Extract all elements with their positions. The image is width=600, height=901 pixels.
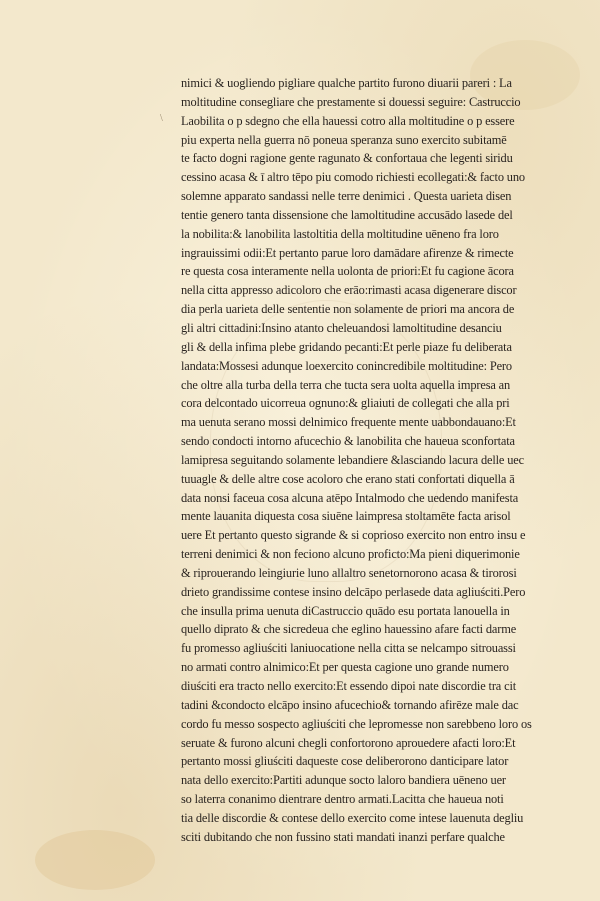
text-line: sendo condocti intorno afucechio & lanobilita che haueua sconfortata <box>181 434 515 449</box>
text-line: terreni denimici & non feciono alcuno proficto:Ma pieni diquerimonie <box>181 547 520 562</box>
text-line: cessino acasa & ī altro tēpo piu comodo richiesti ecollegati:& facto uno <box>181 170 525 185</box>
text-line: nella citta appresso adicoloro che erāo:rimasti acasa digenerare discor <box>181 283 517 298</box>
text-line: data nonsi faceua cosa alcuna atēpo Intalmodo che uedendo manifesta <box>181 490 519 505</box>
text-line: te facto dogni ragione gente ragunato & confortaua che legenti siridu <box>181 151 513 166</box>
text-line: fu promesso agliuściti laniuocatione nella citta se nelcampo sitrouassi <box>181 641 516 656</box>
text-line: gli & della infima plebe gridando pecanti:Et perle piaze fu deliberata <box>181 339 512 354</box>
text-line: drieto grandissime contese insino delcāpo perlasede data agliuściti.Pero <box>181 584 526 599</box>
text-line: tentie genero tanta dissensione che lamoltitudine accusādo lasede del <box>181 207 513 222</box>
text-line: sciti dubitando che non fussino stati mandati inanzi perfare qualche <box>181 829 505 844</box>
text-line: gli altri cittadini:Insino atanto cheleuandosi lamoltitudine desanciu <box>181 320 502 335</box>
text-line: che insulla prima uenuta diCastruccio quādo esu portata lanouella in <box>181 603 510 618</box>
text-line: tuuagle & delle altre cose acoloro che erano stati confortati diquella ā <box>181 471 515 486</box>
paper-stain <box>35 830 155 890</box>
text-line: ma uenuta serano mossi delnimico frequente mente uabbondauano:Et <box>181 415 516 430</box>
text-line: lamipresa seguitando solamente lebandiere &lasciando lacura delle uec <box>181 452 524 467</box>
text-line: ingrauissimi odii:Et pertanto parue loro damādare afirenze & rimecte <box>181 245 514 260</box>
text-line: Laobilita o p sdegno che ella hauessi cotro alla moltitudine o p essere <box>181 113 515 128</box>
text-line: no armati contro alnimico:Et per questa cagione uno grande numero <box>181 660 509 675</box>
text-line: nata dello exercito:Partiti adunque socto laloro bandiera uēneno uer <box>181 773 506 788</box>
text-line: landata:Mossesi adunque loexercito conincredibile moltitudine: Pero <box>181 358 512 373</box>
text-line: pertanto mossi gliuściti daqueste cose deliberorono danticipare lator <box>181 754 509 769</box>
text-line: cora delcontado uicorreua ognuno:& gliaiuti de collegati che alla pri <box>181 396 510 411</box>
text-line: moltitudine consegliare che prestamente si douessi seguire: Castruccio <box>181 94 521 109</box>
margin-mark: \ <box>160 113 163 124</box>
text-line: seruate & furono alcuni chegli confortorono aprouedere afacti loro:Et <box>181 735 516 750</box>
text-line: mente lauanita diquesta cosa siuēne laimpresa stoltamēte facta arisol <box>181 509 511 524</box>
text-line: tia delle discordie & contese dello exercito come intese lauenuta degliu <box>181 810 524 825</box>
text-line: la nobilita:& lanobilita lastoltitia della moltitudine uēneno fra loro <box>181 226 499 241</box>
text-line: tadini &condocto elcāpo insino afucechio& tornando afirēze male dac <box>181 697 519 712</box>
text-line: re questa cosa interamente nella uolonta de priori:Et fu cagione ācora <box>181 264 514 279</box>
text-line: cordo fu messo sospecto agliuściti che lepromesse non sarebbeno loro os <box>181 716 532 731</box>
text-line: dia perla uarieta delle sententie non solamente de priori ma ancora de <box>181 302 515 317</box>
text-line: nimici & uogliendo pigliare qualche partito furono diuarii pareri : La <box>181 76 512 90</box>
text-line: quello diprato & che sicredeua che eglino hauessino afare facti darme <box>181 622 517 637</box>
text-line: solemne apparato sandassi nelle terre denimici . Questa uarieta disen <box>181 189 512 204</box>
text-line: uere Et pertanto questo sigrande & si coprioso exercito non entro insu e <box>181 528 526 543</box>
text-line: diuściti era tracto nello exercito:Et essendo dipoi nate discordie tra cit <box>181 679 517 693</box>
text-line: & riprouerando leingiurie luno allaltro senetornorono acasa & tirorosi <box>181 565 517 580</box>
text-line: che oltre alla turba della terra che tucta sera uolta aquella impresa an <box>181 377 511 392</box>
text-line: so laterra conanimo dientrare dentro armati.Lacitta che haueua noti <box>181 792 504 807</box>
text-line: piu experta nella guerra nō poneua speranza suno exercito subitamē <box>181 132 507 147</box>
text-block <box>181 74 581 847</box>
